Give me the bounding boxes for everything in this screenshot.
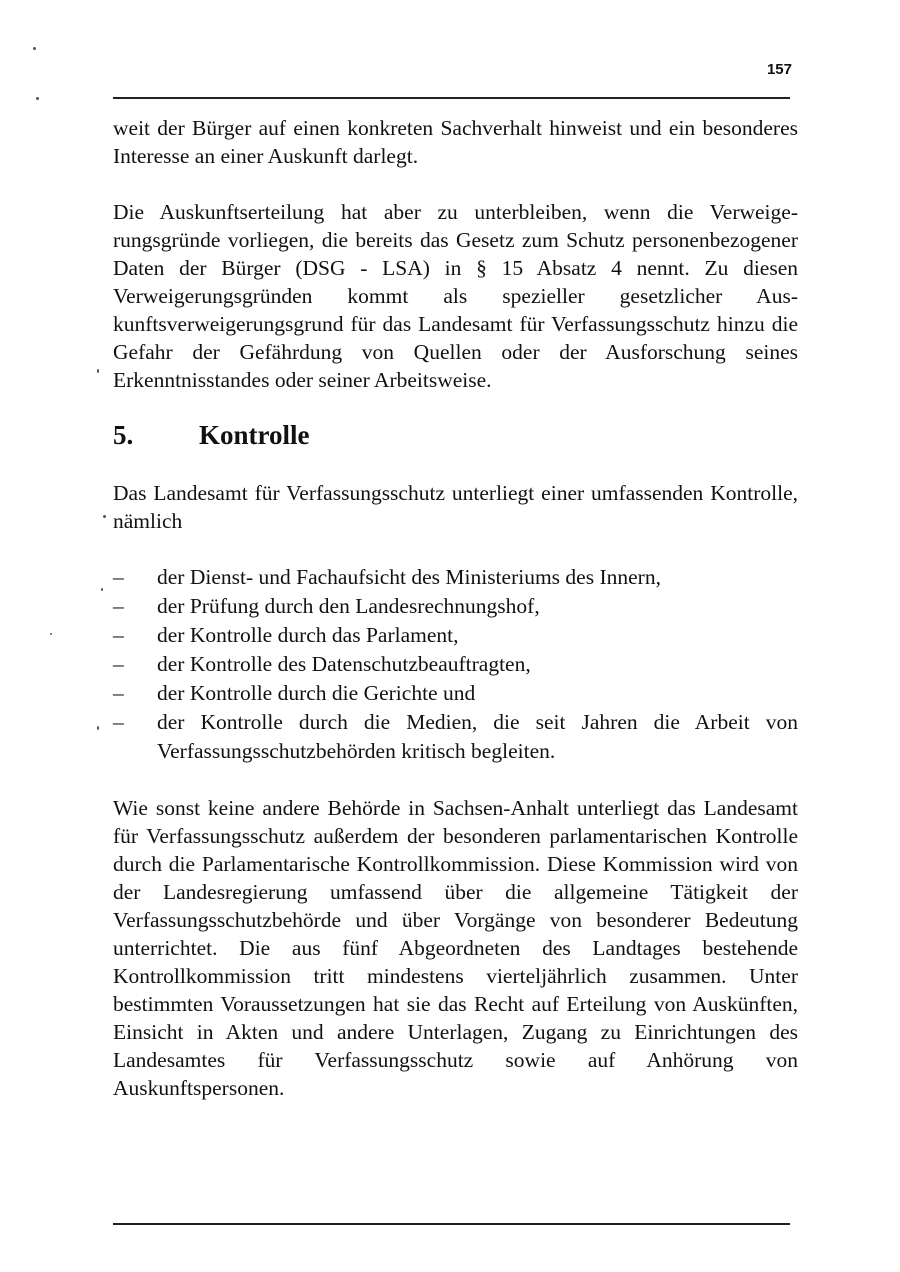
list-item-text: der Kontrolle durch die Gerichte und: [157, 681, 476, 705]
list-item-text: der Kontrolle des Datenschutzbeauftragten,: [157, 652, 531, 676]
scan-speck: [50, 633, 52, 635]
header-rule: [113, 97, 790, 99]
scan-speck: [101, 588, 103, 591]
scan-speck: [97, 369, 99, 373]
page-number: 157: [766, 61, 792, 78]
paragraph-continuation: weit der Bürger auf einen konkreten Sachverhalt hinweist und ein besonderes Interesse an einer Auskunft darlegt.: [113, 116, 798, 168]
list-item-text: der Prüfung durch den Landesrechnungshof,: [157, 594, 540, 618]
list-item-text: der Dienst- und Fachaufsicht des Ministeriums des Innern,: [157, 565, 661, 589]
list-dash: –: [113, 681, 124, 705]
list-dash: –: [113, 623, 124, 647]
paragraph-refusal-grounds: Die Auskunftserteilung hat aber zu unterbleiben, wenn die Verweigerungsgründe vorliegen, die bereits das Gesetz zum Schutz personenbezogener Daten der Bürger (DSG - LSA) in § 15 Absatz 4 nennt. Zu diesen Verweigerungsgründen kommt als spezieller gesetzlicher Auskunftsverweigerungsgrund für das Landesamt für Verfassungsschutz hinzu die Gefahr der Gefährdung von Quellen oder der Ausforschung seines Erkenntnisstandes oder seiner Arbeitsweise.: [113, 200, 798, 392]
list-dash: –: [113, 652, 124, 676]
scan-speck: [103, 515, 106, 518]
section-number: 5.: [113, 420, 134, 450]
paragraph-commission: Wie sonst keine andere Behörde in Sachsen-Anhalt unterliegt das Landesamt für Verfassungsschutz außerdem der besonderen parlamentarischen Kontrolle durch die Parlamentarische Kontrollkommission. Diese Kommission wird von der Landesregierung umfassend über die allgemeine Tätigkeit der Verfassungsschutzbehörde und über Vorgänge von besonderer Bedeutung unterrichtet. Die aus fünf Abgeordneten des Landtages bestehende Kontrollkommission tritt mindestens vierteljährlich zusammen. Unter bestimmten Voraussetzungen hat sie das Recht auf Erteilung von Auskünften, Einsicht in Akten und andere Unterlagen, Zugang zu Einrichtungen des Landesamtes für Verfassungsschutz sowie auf Anhörung von Auskunftspersonen.: [113, 796, 798, 1100]
list-item: [113, 708, 798, 766]
list-item-text: der Kontrolle durch die Medien, die seit Jahren die Arbeit von Verfassungsschutzbehörden kritisch begleiten.: [157, 710, 798, 763]
scan-speck: [33, 47, 36, 50]
list-item: [113, 679, 798, 708]
list-item: [113, 621, 798, 650]
scan-speck: [97, 726, 99, 730]
paragraph-control-intro: Das Landesamt für Verfassungsschutz unterliegt einer umfassenden Kontrolle, nämlich: [113, 481, 798, 533]
list-item: [113, 563, 798, 592]
footer-rule: [113, 1223, 790, 1225]
section-heading: [113, 418, 713, 452]
list-dash: –: [113, 710, 124, 734]
list-item-text: der Kontrolle durch das Parlament,: [157, 623, 459, 647]
list-dash: –: [113, 565, 124, 589]
list-item: [113, 592, 798, 621]
list-item: [113, 650, 798, 679]
scan-speck: [36, 97, 39, 100]
section-title: Kontrolle: [199, 420, 310, 450]
control-list: [113, 563, 798, 766]
list-dash: –: [113, 594, 124, 618]
